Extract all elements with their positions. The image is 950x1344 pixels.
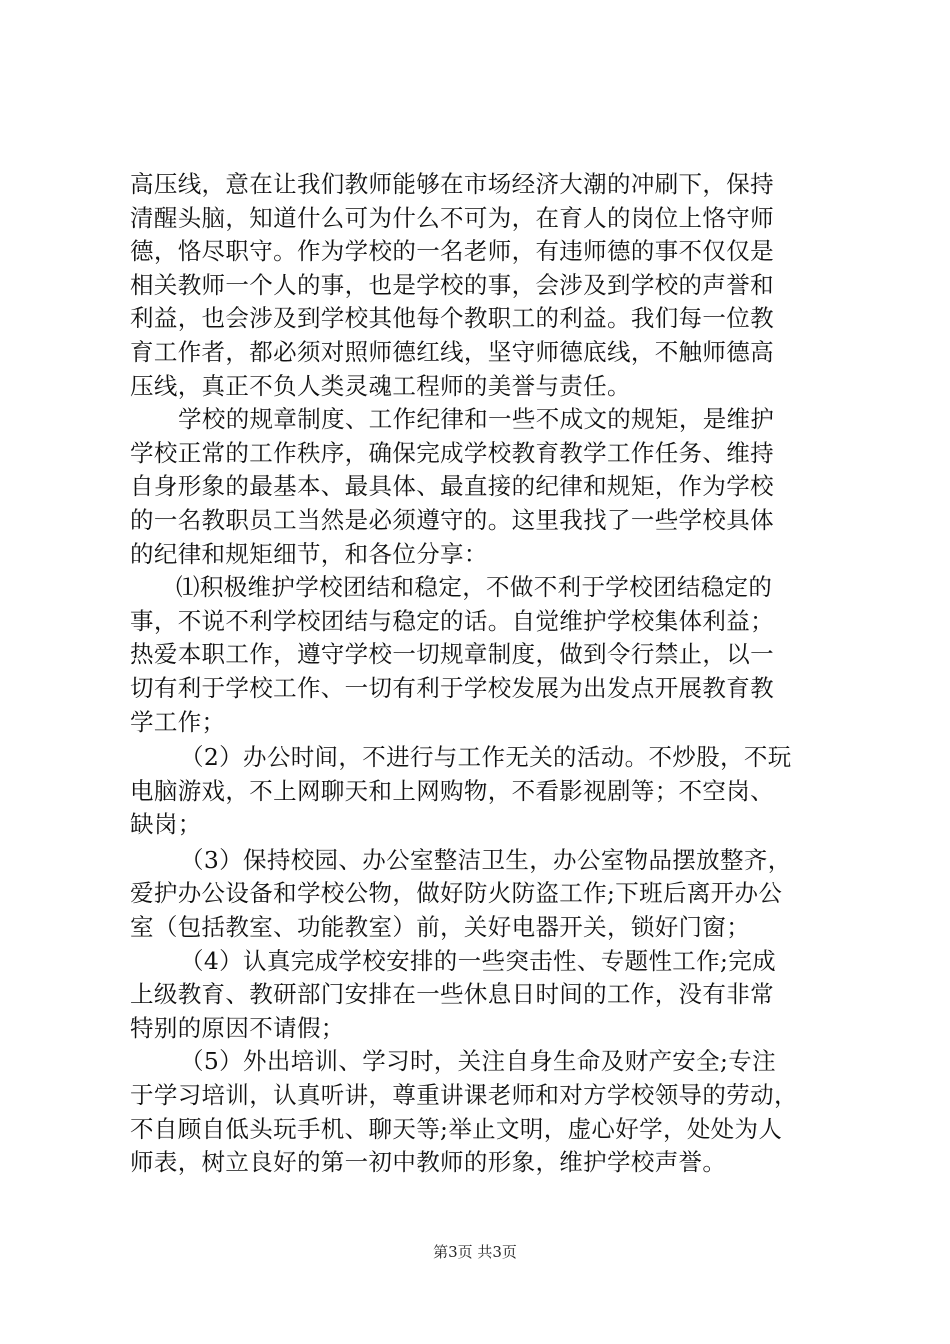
text-line: 的一名教职员工当然是必须遵守的。这里我找了一些学校具体 [130, 505, 774, 534]
text-line: 电脑游戏，不上网聊天和上网购物，不看影视剧等；不空岗、 [130, 776, 774, 805]
list-item-5-first-line: （5）外出培训、学习时，关注自身生命及财产安全;专注 [180, 1047, 776, 1076]
text-line: 特别的原因不请假； [130, 1013, 345, 1042]
text-line: 热爱本职工作，遵守学校一切规章制度，做到令行禁止，以一 [130, 640, 774, 669]
list-item-3-first-line: （3）保持校园、办公室整洁卫生，办公室物品摆放整齐， [180, 845, 792, 874]
list-item-4-first-line: （4）认真完成学校安排的一些突击性、专题性工作;完成 [180, 946, 776, 975]
text-line: 不自顾自低头玩手机、聊天等;举止文明，虚心好学，处处为人 [130, 1114, 783, 1143]
text-line: 清醒头脑，知道什么可为什么不可为，在育人的岗位上恪守师 [130, 203, 774, 232]
text-line: 事，不说不利学校团结与稳定的话。自觉维护学校集体利益； [130, 606, 774, 635]
text-line: 切有利于学校工作、一切有利于学校发展为出发点开展教育教 [130, 673, 774, 702]
text-line: 德，恪尽职守。作为学校的一名老师，有违师德的事不仅仅是 [130, 237, 774, 266]
list-item-1-first-line: ⑴积极维护学校团结和稳定，不做不利于学校团结稳定的 [176, 573, 773, 602]
text-line: 学工作； [130, 707, 226, 736]
text-line: 高压线，意在让我们教师能够在市场经济大潮的冲刷下，保持 [130, 170, 774, 198]
text-line: 爱护办公设备和学校公物，做好防火防盗工作;下班后离开办公 [130, 879, 783, 908]
text-line: 育工作者，都必须对照师德红线，坚守师德底线，不触师德高 [130, 337, 774, 366]
document-body [130, 168, 845, 1180]
paragraph-first-line: 学校的规章制度、工作纪律和一些不成文的规矩，是维护 [178, 405, 775, 434]
text-line: 师表，树立良好的第一初中教师的形象，维护学校声誉。 [130, 1148, 727, 1177]
text-line: 自身形象的最基本、最具体、最直接的纪律和规矩，作为学校 [130, 472, 774, 501]
text-line: 相关教师一个人的事，也是学校的事，会涉及到学校的声誉和 [130, 270, 774, 299]
text-line: 学校正常的工作秩序，确保完成学校教育教学工作任务、维持 [130, 438, 774, 467]
text-line: 的纪律和规矩细节，和各位分享： [130, 539, 488, 568]
text-line: 上级教育、教研部门安排在一些休息日时间的工作，没有非常 [130, 980, 774, 1009]
text-line: 压线，真正不负人类灵魂工程师的美誉与责任。 [130, 371, 631, 400]
text-line: 缺岗； [130, 810, 202, 839]
list-item-2-first-line: （2）办公时间，不进行与工作无关的活动。不炒股，不玩 [180, 743, 792, 772]
page-footer: 第3页 共3页 [433, 1243, 517, 1261]
text-line: 于学习培训，认真听讲，尊重讲课老师和对方学校领导的劳动， [130, 1081, 798, 1110]
text-line: 室（包括教室、功能教室）前，关好电器开关，锁好门窗； [130, 913, 751, 942]
text-line: 利益，也会涉及到学校其他每个教职工的利益。我们每一位教 [130, 304, 774, 333]
